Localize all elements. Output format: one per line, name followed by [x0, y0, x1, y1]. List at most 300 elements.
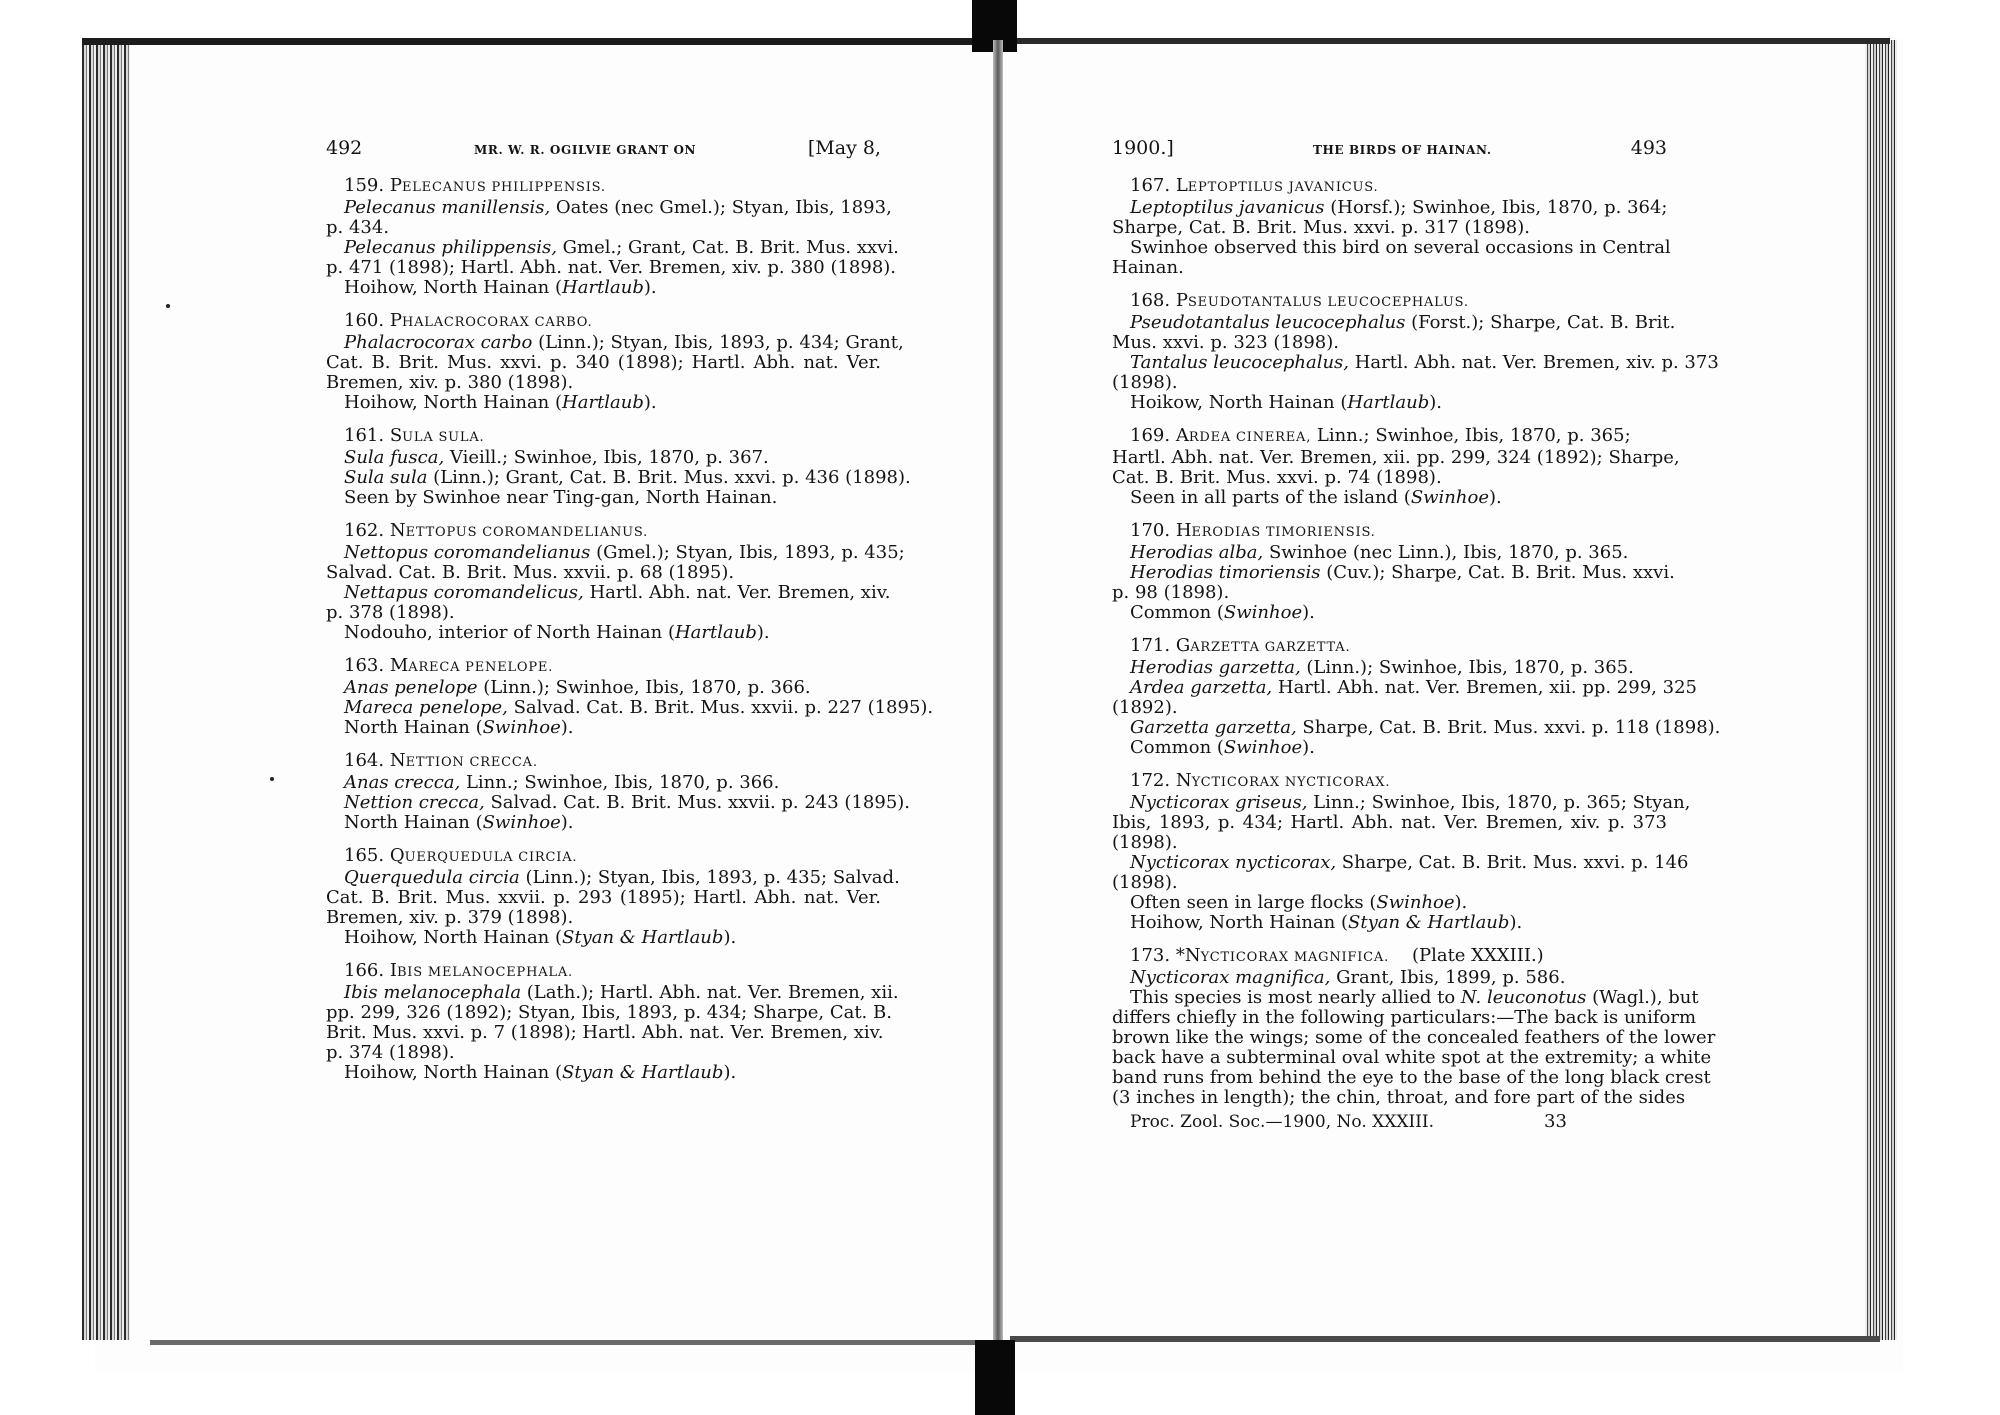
text-run: ).	[756, 622, 770, 643]
species-number: 170.	[1130, 520, 1176, 541]
citation	[1112, 562, 1675, 603]
footer-journal: Proc. Zool. Soc.—1900, No. XXXIII.	[1130, 1112, 1435, 1132]
left-page-top-edge	[82, 38, 997, 45]
citation-line	[326, 353, 881, 373]
italic-run: Mareca penelope,	[344, 697, 508, 718]
citation	[1112, 677, 1697, 718]
footer-signature: 33	[1544, 1111, 1567, 1132]
citation-line	[326, 603, 881, 623]
italic-run: Styan & Hartlaub	[562, 927, 724, 948]
italic-run: Pseudotantalus leucocephalus	[1130, 312, 1406, 333]
species-number: 161.	[344, 425, 390, 446]
left-species-list	[326, 175, 934, 1083]
citation-line	[1112, 968, 1667, 988]
text-line	[1112, 237, 1671, 258]
species-entry	[1112, 175, 1671, 278]
citation	[326, 197, 892, 238]
text-run: pp. 299, 326 (1892); Styan, Ibis, 1893, p. 434; Sharpe, Cat. B.	[326, 1002, 892, 1023]
italic-run: Pelecanus philippensis,	[344, 237, 557, 258]
species-entry	[326, 960, 899, 1083]
species-number: 167.	[1130, 175, 1176, 196]
locality-note	[326, 393, 881, 413]
text-run: (Linn.); Swinhoe, Ibis, 1870, p. 365.	[1300, 657, 1634, 678]
citation	[326, 467, 911, 488]
species-entry	[326, 520, 905, 643]
locality-note	[1112, 603, 1667, 623]
citation-line	[326, 792, 911, 813]
description-text	[1112, 987, 1716, 1108]
species-heading	[1112, 946, 1667, 968]
text-run: (Gmel.); Styan, Ibis, 1893, p. 435;	[590, 542, 905, 563]
text-run: p. 434.	[326, 217, 390, 238]
species-heading-name: PSEUDOTANTALUS LEUCOCEPHALUS.	[1175, 290, 1469, 311]
text-run: Swinhoe (nec Linn.), Ibis, 1870, p. 365.	[1263, 542, 1629, 563]
right-page-top-edge	[1005, 38, 1890, 44]
species-entry	[1112, 520, 1675, 623]
species-heading	[326, 176, 881, 198]
species-heading	[1112, 176, 1667, 198]
species-heading	[326, 656, 881, 678]
species-heading-name: NETTOPUS COROMANDELIANUS.	[389, 520, 649, 541]
text-run: Salvad. Cat. B. Brit. Mus. xxvii. p. 227 (1895).	[507, 697, 934, 718]
text-run: p. 378 (1898).	[326, 602, 455, 623]
citation-line	[1112, 852, 1689, 873]
citation-line	[1112, 833, 1667, 853]
text-run: Linn.; Swinhoe, Ibis, 1870, p. 366.	[460, 772, 780, 793]
citation-line	[1112, 468, 1667, 488]
text-run: ).	[1488, 487, 1502, 508]
italic-run: Swinhoe	[482, 717, 561, 738]
text-run: Hoihow, North Hainan (	[344, 927, 563, 948]
italic-run: Phalacrocorax carbo	[344, 332, 533, 353]
species-heading-name: IBIS MELANOCEPHALA.	[389, 960, 573, 981]
text-run: Oates (nec Gmel.); Styan, Ibis, 1893,	[550, 197, 892, 218]
text-run: ).	[1302, 602, 1315, 623]
text-run: Seen by Swinhoe near Ting-gan, North Hainan.	[344, 487, 778, 508]
citation-line	[1112, 717, 1721, 738]
species-heading-name: GARZETTA GARZETTA.	[1175, 635, 1351, 656]
text-run: Sharpe, Cat. B. Brit. Mus. xxvi. p. 118 (1898).	[1296, 717, 1721, 738]
right-species-list	[1112, 175, 1721, 1108]
italic-run: Herodias timoriensis	[1130, 562, 1321, 583]
species-heading	[326, 311, 881, 333]
text-run: Bremen, xiv. p. 379 (1898).	[326, 907, 574, 928]
citation	[1112, 968, 1667, 988]
text-run: Often seen in large flocks (	[1130, 892, 1377, 913]
right-running-date: 1900.]	[1112, 137, 1174, 159]
species-heading-name: MARECA PENELOPE.	[389, 655, 554, 676]
citation-line	[326, 373, 881, 393]
species-heading	[1112, 291, 1667, 313]
citation-line	[1112, 698, 1667, 718]
text-run: Hartl. Abh. nat. Ver. Bremen, xiv. p. 373	[1349, 352, 1719, 373]
species-entry	[326, 655, 934, 738]
text-run: North Hainan (	[344, 812, 483, 833]
citation-line	[326, 888, 881, 908]
italic-run: Leptoptilus javanicus	[1130, 197, 1325, 218]
binding-clip-bottom	[975, 1340, 1015, 1415]
italic-run: Styan & Hartlaub	[562, 1062, 724, 1083]
text-run: ).	[1454, 892, 1468, 913]
species-heading	[1112, 636, 1667, 658]
text-run: ).	[1302, 737, 1315, 758]
text-run: (1898).	[1112, 872, 1178, 893]
italic-run: Styan & Hartlaub	[1348, 912, 1510, 933]
text-line	[1112, 1027, 1716, 1048]
left-running-date: [May 8,	[807, 137, 881, 159]
text-run: Hoihow, North Hainan (	[344, 392, 563, 413]
citation-line	[1112, 543, 1667, 563]
citation-line	[326, 332, 904, 353]
citation-line	[326, 582, 891, 603]
text-run: (Linn.); Styan, Ibis, 1893, p. 434; Grant,	[532, 332, 904, 353]
text-run: back have a subterminal oval white spot at the extremity; a white	[1112, 1047, 1712, 1068]
locality-note	[1112, 738, 1667, 758]
citation-line	[326, 1043, 881, 1063]
text-run: Nodouho, interior of North Hainan (	[344, 622, 675, 643]
species-heading-name: ARDEA CINEREA,	[1175, 425, 1312, 446]
text-run: Ibis, 1893, p. 434; Hartl. Abh. nat. Ver. Bremen, xiv. p. 373	[1112, 812, 1667, 833]
text-run: Sharpe, Cat. B. Brit. Mus. xxvi. p. 317 (1898).	[1112, 217, 1530, 238]
species-heading-name: LEPTOPTILUS JAVANICUS.	[1175, 175, 1379, 196]
locality-note	[326, 813, 881, 833]
text-run: Hoihow, North Hainan (	[344, 1062, 563, 1083]
italic-run: Swinhoe	[1410, 487, 1489, 508]
locality-note	[1112, 893, 1667, 913]
text-run: band runs from behind the eye to the base of the long black crest	[1112, 1067, 1711, 1088]
text-run: brown like the wings; some of the concealed feathers of the lower	[1112, 1027, 1716, 1048]
citation-line	[1112, 583, 1667, 603]
species-number: 164.	[344, 750, 390, 771]
text-run: p. 471 (1898); Hartl. Abh. nat. Ver. Bremen, xiv. p. 380 (1898).	[326, 257, 897, 278]
italic-run: Pelecanus manillensis,	[344, 197, 551, 218]
left-page-stack-edge	[82, 40, 130, 1340]
citation	[1112, 312, 1676, 353]
citation	[326, 542, 905, 583]
citation-line	[1112, 873, 1667, 893]
citation	[1112, 543, 1667, 563]
italic-run: Anas crecca,	[344, 772, 461, 793]
species-heading	[326, 751, 881, 773]
text-run: (Cuv.); Sharpe, Cat. B. Brit. Mus. xxvi.	[1320, 562, 1675, 583]
italic-run: Sula sula	[344, 467, 428, 488]
scan-speck	[270, 777, 274, 781]
italic-run: Hartlaub	[674, 622, 757, 643]
italic-run: Nettapus coromandelicus,	[344, 582, 584, 603]
scan-speck	[166, 304, 170, 308]
italic-run: Swinhoe	[1223, 737, 1303, 758]
text-run: (Linn.); Swinhoe, Ibis, 1870, p. 366.	[477, 677, 811, 698]
text-run: Sharpe, Cat. B. Brit. Mus. xxvi. p. 146	[1336, 852, 1689, 873]
text-run: (Lath.); Hartl. Abh. nat. Ver. Bremen, xii.	[521, 982, 899, 1003]
text-line	[1112, 258, 1667, 278]
left-running-title: MR. W. R. OGILVIE GRANT ON	[474, 143, 697, 157]
species-heading-name: NYCTICORAX NYCTICORAX.	[1175, 770, 1391, 791]
citation	[1112, 717, 1721, 738]
text-run: Hainan.	[1112, 257, 1184, 278]
species-number: 173.	[1130, 945, 1176, 966]
text-run: This species is most nearly allied to	[1130, 987, 1461, 1008]
left-page-bottom-edge	[150, 1340, 990, 1345]
species-heading	[326, 961, 881, 983]
citation-line	[1112, 562, 1675, 583]
locality-note	[326, 488, 881, 508]
text-run: (1892).	[1112, 697, 1178, 718]
species-entry	[1112, 945, 1716, 1108]
species-heading-name: PELECANUS PHILIPPENSIS.	[389, 175, 606, 196]
right-page-column	[1112, 137, 1721, 1132]
citation-line	[326, 197, 892, 218]
species-number: 169.	[1130, 425, 1176, 446]
citation-line	[326, 218, 881, 238]
citation-line	[326, 1022, 884, 1043]
left-page-column	[326, 137, 934, 1083]
species-entry	[1112, 425, 1680, 508]
text-line	[1112, 1067, 1711, 1088]
species-heading-extra: Linn.; Swinhoe, Ibis, 1870, p. 365;	[1311, 425, 1631, 446]
species-entry	[326, 750, 911, 833]
citation-line	[1112, 312, 1676, 333]
citation-line	[326, 697, 934, 718]
italic-run: Nettion crecca,	[344, 792, 485, 813]
italic-run: Herodias garzetta,	[1130, 657, 1301, 678]
italic-run: Garzetta garzetta,	[1130, 717, 1297, 738]
citation	[326, 792, 911, 813]
text-run: Hoikow, North Hainan (	[1130, 392, 1348, 413]
citation-line	[326, 867, 900, 888]
italic-run: Herodias alba,	[1130, 542, 1264, 563]
italic-run: Hartlaub	[1347, 392, 1430, 413]
italic-run: Swinhoe	[1376, 892, 1455, 913]
locality-note	[326, 1063, 881, 1083]
citation-line	[326, 678, 881, 698]
text-run: Linn.; Swinhoe, Ibis, 1870, p. 365; Styan,	[1307, 792, 1691, 813]
book-gutter	[993, 40, 1003, 1340]
text-run: Common (	[1130, 737, 1224, 758]
italic-run: Nycticorax magnifica,	[1130, 967, 1331, 988]
species-entry	[1112, 290, 1719, 413]
species-heading-name: PHALACROCORAX CARBO.	[389, 310, 593, 331]
text-run: Brit. Mus. xxvi. p. 7 (1898); Hartl. Abh. nat. Ver. Bremen, xiv.	[326, 1022, 884, 1043]
citation-line	[1112, 677, 1697, 698]
italic-run: Nycticorax griseus,	[1130, 792, 1308, 813]
text-run: Cat. B. Brit. Mus. xxvii. p. 293 (1895); Hartl. Abh. nat. Ver.	[326, 887, 881, 908]
citation-line	[326, 237, 899, 258]
italic-run: N. leuconotus	[1460, 987, 1587, 1008]
locality-note	[326, 928, 881, 948]
locality-note	[1112, 913, 1667, 933]
species-entry	[326, 425, 911, 508]
text-run: ).	[560, 812, 574, 833]
species-entry	[1112, 770, 1691, 933]
text-line	[1112, 987, 1699, 1008]
italic-run: Anas penelope	[344, 677, 478, 698]
italic-run: Nettopus coromandelianus	[344, 542, 591, 563]
citation	[326, 773, 881, 793]
text-run: Hoihow, North Hainan (	[344, 277, 563, 298]
citation	[1112, 447, 1680, 488]
citation	[326, 982, 899, 1063]
italic-run: Sula fusca,	[344, 447, 445, 468]
species-number: 168.	[1130, 290, 1176, 311]
text-run: (Forst.); Sharpe, Cat. B. Brit.	[1405, 312, 1676, 333]
text-run: Vieill.; Swinhoe, Ibis, 1870, p. 367.	[444, 447, 769, 468]
species-heading	[326, 521, 881, 543]
citation-line	[1112, 792, 1691, 813]
text-run: Hartl. Abh. nat. Ver. Bremen, xiv.	[583, 582, 891, 603]
text-run: Salvad. Cat. B. Brit. Mus. xxvii. p. 68 (1895).	[326, 562, 735, 583]
description-text	[1112, 237, 1671, 278]
left-page-number: 492	[326, 137, 363, 159]
text-run: Hartl. Abh. nat. Ver. Bremen, xii. pp. 299, 324 (1892); Sharpe,	[1112, 447, 1680, 468]
italic-run: Ibis melanocephala	[344, 982, 522, 1003]
citation-line	[1112, 198, 1667, 218]
text-run: (Linn.); Styan, Ibis, 1893, p. 435; Salvad.	[519, 867, 900, 888]
species-heading-extra: (Plate XXXIII.)	[1389, 945, 1544, 966]
text-run: Salvad. Cat. B. Brit. Mus. xxvii. p. 243 (1895).	[484, 792, 911, 813]
citation	[326, 332, 904, 393]
species-number: 162.	[344, 520, 390, 541]
citation	[326, 867, 900, 928]
species-number: 165.	[344, 845, 390, 866]
species-heading	[1112, 426, 1667, 448]
text-run: (1898).	[1112, 372, 1178, 393]
citation-line	[1112, 813, 1667, 833]
locality-note	[1112, 393, 1667, 413]
text-run: (Linn.); Grant, Cat. B. Brit. Mus. xxvi. p. 436 (1898).	[427, 467, 911, 488]
text-run: p. 98 (1898).	[1112, 582, 1230, 603]
citation-line	[1112, 373, 1667, 393]
citation-line	[326, 908, 881, 928]
italic-run: Hartlaub	[562, 277, 644, 298]
left-running-head	[326, 138, 881, 158]
citation-line	[326, 257, 897, 278]
text-run: (3 inches in length); the chin, throat, and fore part of the sides	[1112, 1087, 1686, 1108]
text-run: Grant, Ibis, 1899, p. 586.	[1330, 967, 1566, 988]
citation	[1112, 852, 1689, 893]
text-run: p. 374 (1898).	[326, 1042, 455, 1063]
text-run: (1898).	[1112, 832, 1178, 853]
page-footer	[1112, 1112, 1667, 1132]
text-line	[1112, 1047, 1712, 1068]
text-run: Common (	[1130, 602, 1224, 623]
italic-run: Tantalus leucocephalus,	[1130, 352, 1350, 373]
citation	[1112, 792, 1691, 853]
text-run: ).	[1429, 392, 1442, 413]
text-run: Swinhoe observed this bird on several occasions in Central	[1130, 237, 1671, 258]
text-run: ).	[1509, 912, 1523, 933]
citation-line	[1112, 218, 1667, 238]
locality-note	[326, 278, 881, 298]
text-run: ).	[723, 1062, 737, 1083]
species-heading	[326, 426, 881, 448]
text-run: Bremen, xiv. p. 380 (1898).	[326, 372, 574, 393]
text-run: ).	[643, 392, 657, 413]
right-running-title: THE BIRDS OF HAINAN.	[1312, 143, 1492, 157]
text-run: Gmel.; Grant, Cat. B. Brit. Mus. xxvi.	[556, 237, 899, 258]
text-run: (Horsf.); Swinhoe, Ibis, 1870, p. 364;	[1324, 197, 1668, 218]
citation-line	[326, 467, 911, 488]
right-running-head	[1112, 138, 1667, 158]
species-number: 163.	[344, 655, 390, 676]
right-page-stack-edge	[1865, 40, 1897, 1340]
text-run: ).	[723, 927, 737, 948]
locality-note	[326, 718, 881, 738]
species-entry	[326, 175, 899, 298]
citation-line	[326, 448, 881, 468]
italic-run: Querquedula circia	[344, 867, 520, 888]
citation-line	[1112, 333, 1667, 353]
locality-note	[1112, 488, 1667, 508]
text-run: North Hainan (	[344, 717, 483, 738]
species-heading	[1112, 771, 1667, 793]
citation-line	[1112, 447, 1680, 468]
species-number: 171.	[1130, 635, 1176, 656]
species-heading-name: QUERQUEDULA CIRCIA.	[389, 845, 578, 866]
species-number: 172.	[1130, 770, 1176, 791]
text-run: Cat. B. Brit. Mus. xxvi. p. 340 (1898); Hartl. Abh. nat. Ver.	[326, 352, 881, 373]
species-number: 166.	[344, 960, 390, 981]
text-run: ).	[643, 277, 657, 298]
italic-run: Swinhoe	[482, 812, 561, 833]
species-number: 160.	[344, 310, 390, 331]
citation-line	[326, 563, 881, 583]
citation	[326, 237, 899, 278]
species-entry	[1112, 635, 1721, 758]
citation-line	[326, 542, 905, 563]
text-run: Hartl. Abh. nat. Ver. Bremen, xii. pp. 299, 325	[1272, 677, 1697, 698]
right-page-bottom-edge	[1010, 1336, 1880, 1342]
species-heading-name: HERODIAS TIMORIENSIS.	[1175, 520, 1376, 541]
locality-note	[326, 623, 881, 643]
text-run: (Wagl.), but	[1586, 987, 1699, 1008]
citation	[1112, 658, 1667, 678]
italic-run: Nycticorax nycticorax,	[1130, 852, 1337, 873]
species-heading-name: NETTION CRECCA.	[389, 750, 538, 771]
citation	[326, 448, 881, 468]
citation	[1112, 198, 1667, 238]
citation-line	[326, 1002, 892, 1023]
italic-run: Hartlaub	[562, 392, 644, 413]
species-heading	[1112, 521, 1667, 543]
citation-line	[326, 982, 899, 1003]
citation-line	[326, 773, 881, 793]
text-run: differs chiefly in the following particulars:—The back is uniform	[1112, 1007, 1697, 1028]
text-run: Hoihow, North Hainan (	[1130, 912, 1349, 933]
citation-line	[1112, 352, 1719, 373]
species-heading-name: *NYCTICORAX MAGNIFICA.	[1175, 945, 1390, 966]
species-heading-name: SULA SULA.	[389, 425, 485, 446]
species-entry	[326, 310, 904, 413]
right-page-number: 493	[1630, 137, 1667, 159]
text-line	[1112, 1007, 1697, 1028]
italic-run: Swinhoe	[1223, 602, 1303, 623]
text-run: Mus. xxvi. p. 323 (1898).	[1112, 332, 1339, 353]
species-entry	[326, 845, 900, 948]
text-run: ).	[560, 717, 574, 738]
citation	[326, 582, 891, 623]
citation	[326, 678, 881, 698]
citation	[326, 697, 934, 718]
text-line	[1112, 1087, 1686, 1108]
citation-line	[1112, 658, 1667, 678]
species-number: 159.	[344, 175, 390, 196]
text-run: Seen in all parts of the island (	[1130, 487, 1411, 508]
text-run: Cat. B. Brit. Mus. xxvi. p. 74 (1898).	[1112, 467, 1442, 488]
species-heading	[326, 846, 881, 868]
citation	[1112, 352, 1719, 393]
italic-run: Ardea garzetta,	[1130, 677, 1273, 698]
